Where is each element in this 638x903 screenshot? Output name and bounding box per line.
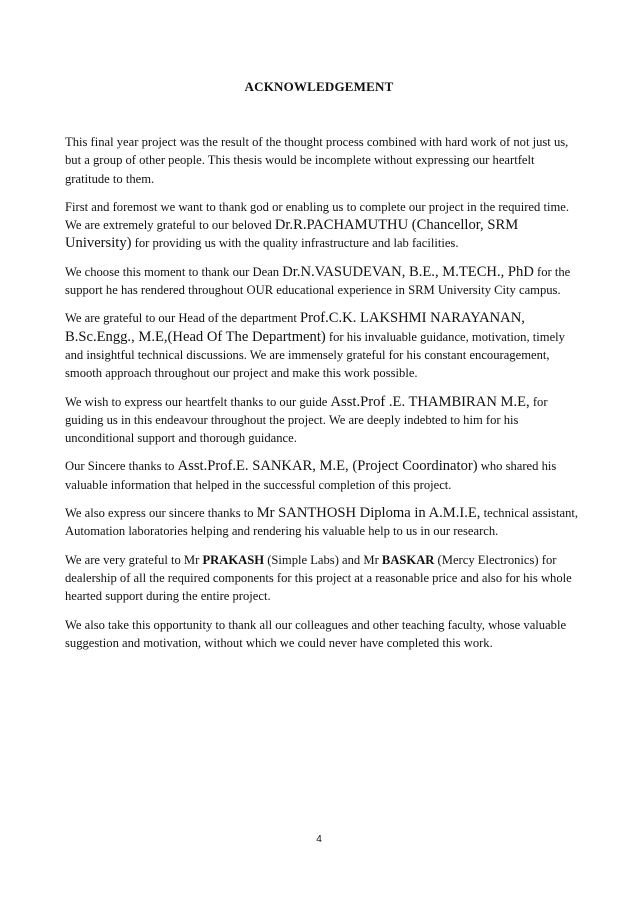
dean-name: Dr.N.VASUDEVAN, B.E., M.TECH., PhD (282, 263, 534, 280)
page-title: ACKNOWLEDGEMENT (244, 79, 394, 94)
assistant-name: Mr SANTHOSH Diploma in A.M.I.E, (256, 505, 481, 522)
paragraph-text: technical assistant, Automation laboratories helping and rendering his valuable help to us in our research. (65, 506, 579, 539)
paragraph-text: First and foremost we want to thank god or enabling us to complete our project in the required time. We are extremely grateful to our beloved (65, 199, 569, 233)
paragraph-text: We wish to express our heartfelt thanks to our guide (65, 394, 331, 409)
paragraph-guide (65, 393, 579, 448)
paragraph-closing: We also take this opportunity to thank all our colleagues and other teaching faculty, whose valuable suggestion and motivation, without which we could never have completed this work. (65, 617, 567, 650)
paragraph-text: (Simple Labs) and Mr (264, 552, 382, 567)
vendor-name-baskar: BASKAR (381, 552, 435, 567)
paragraph-text: who shared his valuable information that helped in the successful completion of this project. (65, 459, 557, 492)
paragraph-text: for his invaluable guidance, motivation, timely and insightful technical discussions. We are immensely grateful for his constant encouragement, smooth approach throughout our project and make this work possible. (65, 329, 565, 381)
paragraph-text: for the support he has rendered throughout OUR educational experience in SRM University City campus. (65, 264, 571, 298)
paragraph-text: Our Sincere thanks to (65, 459, 178, 474)
paragraph-intro: This final year project was the result of the thought process combined with hard work of not just us, but a group of other people. This thesis would be incomplete without expressing our heartfelt gratitude to them. (65, 135, 569, 186)
vendor-name-prakash: PRAKASH (202, 552, 265, 567)
paragraph-text: for guiding us in this endeavour throughout the project. We are deeply indebted to him for his unconditional support and thorough guidance. (65, 394, 548, 446)
paragraph-text: (Mercy Electronics) for dealership of all the required components for this project at a reasonable price and also for his whole hearted support during the entire project. (65, 552, 572, 604)
coordinator-name: Asst.Prof.E. SANKAR, M.E, (Project Coordinator) (177, 458, 478, 475)
paragraph-text: We choose this moment to thank our Dean (65, 264, 283, 279)
page-number: 4 (316, 834, 322, 845)
paragraph-chancellor (65, 198, 579, 253)
paragraph-dean (65, 263, 579, 300)
paragraph-vendors (65, 551, 579, 606)
chancellor-name: Dr.R.PACHAMUTHU (Chancellor, SRM University) (65, 217, 519, 252)
paragraph-text: We are grateful to our Head of the department (65, 311, 301, 326)
paragraph-assistant (65, 504, 579, 541)
paragraph-coordinator (65, 457, 579, 494)
paragraph-hod (65, 309, 579, 382)
hod-name: Prof.C.K. LAKSHMI NARAYANAN, B.Sc.Engg., M.E,(Head Of The Department) (65, 310, 525, 345)
paragraph-text: We are very grateful to Mr (65, 552, 203, 567)
guide-name: Asst.Prof .E. THAMBIRAN M.E, (330, 393, 530, 410)
paragraph-text: for providing us with the quality infrastructure and lab facilities. (131, 236, 459, 251)
acknowledgement-body (65, 133, 579, 662)
paragraph-text: We also express our sincere thanks to (65, 506, 257, 521)
